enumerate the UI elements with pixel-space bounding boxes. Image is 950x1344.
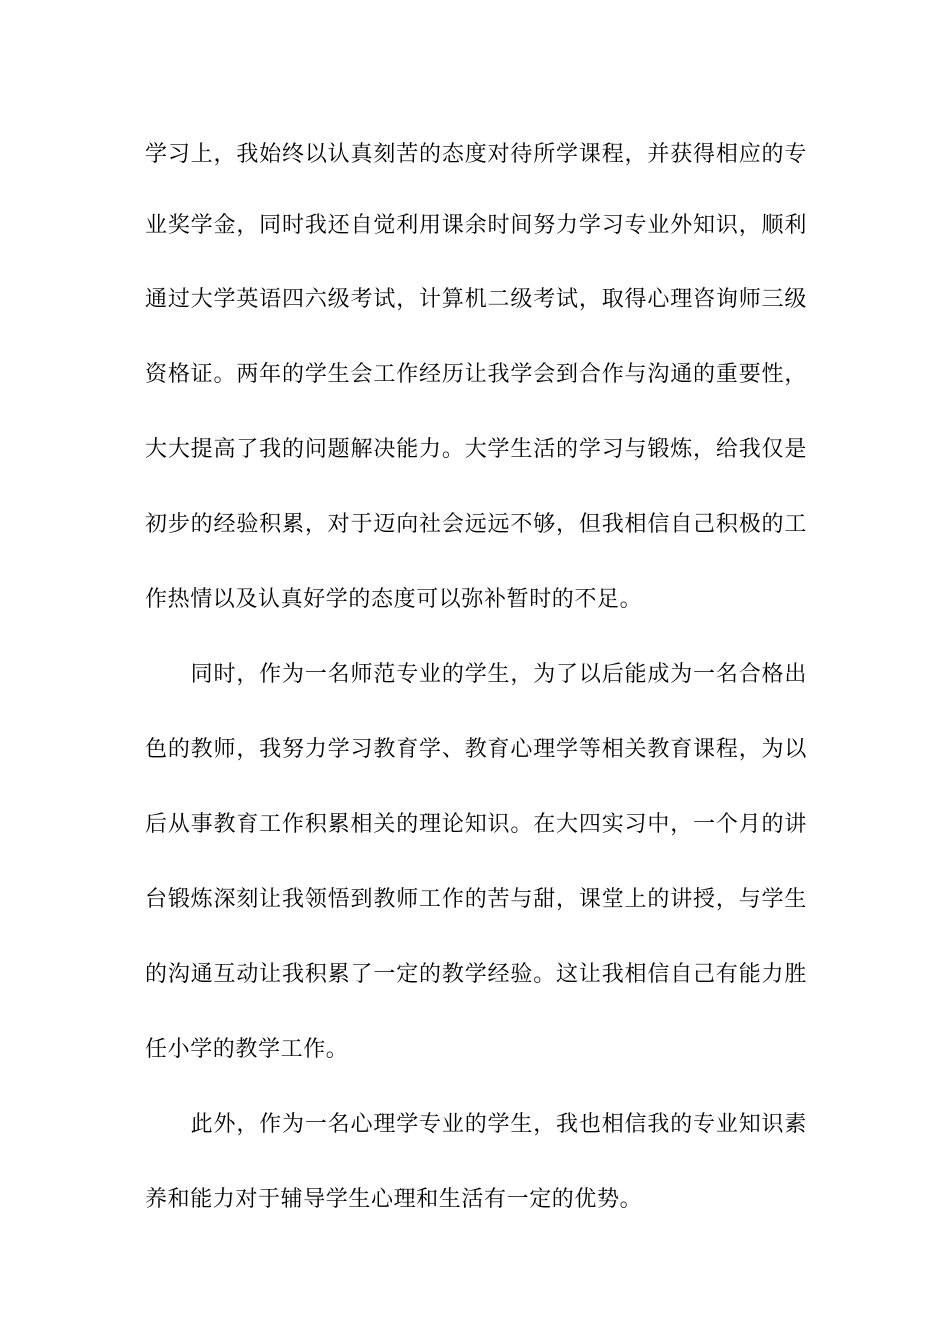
text-line: 养和能力对于辅导学生心理和生活有一定的优势。 xyxy=(145,1187,643,1212)
text-line: 作热情以及认真好学的态度可以弥补暂时的不足。 xyxy=(145,587,643,612)
text-line: 的沟通互动让我积累了一定的教学经验。这让我相信自己有能力胜 xyxy=(145,962,807,987)
text-line: 色的教师，我努力学习教育学、教育心理学等相关教育课程，为以 xyxy=(145,737,807,762)
text-line: 任小学的教学工作。 xyxy=(145,1037,349,1062)
text-line: 资格证。两年的学生会工作经历让我学会到合作与沟通的重要性， xyxy=(145,362,807,387)
text-line: 台锻炼深刻让我领悟到教师工作的苦与甜，课堂上的讲授，与学生 xyxy=(145,887,807,912)
text-line: 大大提高了我的问题解决能力。大学生活的学习与锻炼，给我仅是 xyxy=(145,437,807,462)
text-line: 后从事教育工作积累相关的理论知识。在大四实习中，一个月的讲 xyxy=(145,812,807,837)
text-line: 业奖学金，同时我还自觉利用课余时间努力学习专业外知识，顺利 xyxy=(145,213,807,238)
text-line: 通过大学英语四六级考试，计算机二级考试，取得心理咨询师三级 xyxy=(145,287,807,312)
text-line: 学习上，我始终以认真刻苦的态度对待所学课程，并获得相应的专 xyxy=(145,142,807,167)
text-line: 同时，作为一名师范专业的学生，为了以后能成为一名合格出 xyxy=(145,662,807,687)
text-line: 此外，作为一名心理学专业的学生，我也相信我的专业知识素 xyxy=(145,1112,807,1137)
text-line: 初步的经验积累，对于迈向社会远远不够，但我相信自己积极的工 xyxy=(145,512,807,537)
